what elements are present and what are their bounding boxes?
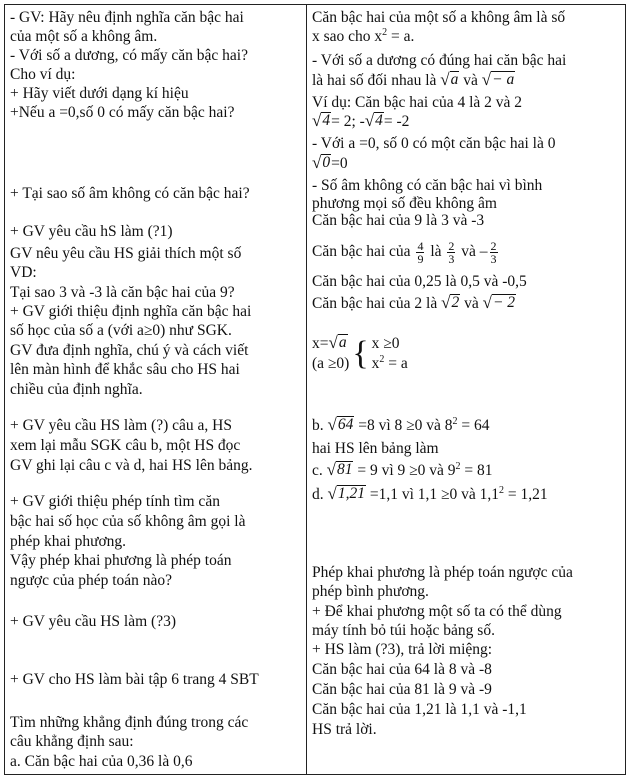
left-line: + GV yêu cầu HS làm (?3) xyxy=(10,613,176,630)
fraction: $\frac{2}{3}$ xyxy=(448,238,455,266)
left-line: của một số a không âm. xyxy=(10,28,158,45)
right-line: - Với số a dương có đúng hai căn bậc hai xyxy=(312,52,567,69)
sqrt-64: √ 64 xyxy=(327,415,354,434)
left-line: - GV: Hãy nêu định nghĩa căn bậc hai xyxy=(10,9,244,26)
sqrt-121: √ 1,21 xyxy=(327,484,365,503)
fraction: $\frac{4}{9}$ xyxy=(417,238,424,266)
definition-system xyxy=(312,334,408,374)
left-line: phép khai phương. xyxy=(10,533,127,550)
right-line: Căn bậc hai của 81 là 9 và -9 xyxy=(312,681,492,698)
brace: { xyxy=(352,335,369,372)
text: c. xyxy=(312,462,327,479)
left-line: Tìm những khẳng định đúng trong các xyxy=(10,714,249,731)
system-left: x= √ a (a ≥0) xyxy=(312,333,350,372)
left-line: câu khẳng định sau: xyxy=(10,733,134,750)
right-line: Căn bậc hai của 9 là 3 và -3 xyxy=(312,212,485,229)
text: =1,1 vì 1,1 ≥0 và 1,1 xyxy=(365,486,500,503)
right-line: + Để khai phương một số ta có thể dùng xyxy=(312,603,562,620)
left-line: số học của số a (với a≥0) như SGK. xyxy=(10,322,232,339)
left-line: GV đưa định nghĩa, chú ý và cách viết xyxy=(10,342,249,359)
left-line: + GV yêu cầu hS làm (?1) xyxy=(10,223,173,240)
left-line: GV ghi lại câu c và d, hai HS lên bảng. xyxy=(10,457,253,474)
right-line xyxy=(312,237,500,267)
right-line: c. √ 81 = 9 vì 9 ≥0 và $9^2 = 81$ xyxy=(312,460,493,479)
sqrt-2: √ 2 xyxy=(441,293,460,312)
text: = 1,21 xyxy=(504,486,548,503)
text: = 9 vì 9 ≥0 và 9 xyxy=(353,462,456,479)
text: x sao cho x xyxy=(312,28,383,45)
sqrt-81: √ 81 xyxy=(326,460,353,479)
text: =0 xyxy=(331,155,348,172)
right-line xyxy=(312,294,516,313)
text: và xyxy=(459,72,482,89)
left-line: +Nếu a =0,số 0 có mấy căn bậc hai? xyxy=(10,104,235,121)
text: Căn bậc hai của 2 là xyxy=(312,295,442,312)
right-line: d. √ 1,21 =1,1 vì 1,1 ≥0 và $1,1^2 = 1,21$ xyxy=(312,484,548,503)
text: = 2; - xyxy=(331,113,365,130)
right-line: - Với a =0, số 0 có một căn bậc hai là 0 xyxy=(312,135,556,152)
text: và xyxy=(460,295,483,312)
system-right: x ≥0 $x^2 = a$ xyxy=(371,335,408,372)
sqrt-4: √ 4 xyxy=(364,111,383,130)
text: và – xyxy=(457,243,488,260)
right-line: máy tính bỏ túi hoặc bảng số. xyxy=(312,622,495,639)
text: = 81 xyxy=(460,462,493,479)
sqrt-0: √ 0 xyxy=(312,153,331,172)
text: là hai số đối nhau là xyxy=(312,72,441,89)
right-line: phương mọi số đều không âm xyxy=(312,195,497,212)
right-line: phép bình phương. xyxy=(312,583,429,600)
right-line: Ví dụ: Căn bậc hai của 4 là 2 và 2 xyxy=(312,94,523,111)
sqrt-4: √ 4 xyxy=(312,111,331,130)
left-line: + GV cho HS làm bài tập 6 trang 4 SBT xyxy=(10,671,259,688)
right-line: b. √ 64 =8 vì 8 ≥0 và $8^2 = 64$ xyxy=(312,415,490,434)
right-line xyxy=(312,112,409,131)
right-line: Căn bậc hai của 0,25 là 0,5 và -0,5 xyxy=(312,273,527,290)
right-line: Căn bậc hai của 64 là 8 và -8 xyxy=(312,661,492,678)
left-line: - Với số a dương, có mấy căn bậc hai? xyxy=(10,47,248,64)
text: d. xyxy=(312,486,328,503)
left-line: ngược của phép toán nào? xyxy=(10,572,173,589)
right-line: HS trả lời. xyxy=(312,721,377,738)
left-line: + Tại sao số âm không có căn bậc hai? xyxy=(10,185,250,202)
text: là xyxy=(426,243,446,260)
right-line: Căn bậc hai của một số a không âm là số xyxy=(312,9,566,26)
right-line xyxy=(312,334,408,374)
left-line: + GV yêu cầu HS làm (?) câu a, HS xyxy=(10,417,232,434)
text: Căn bậc hai của xyxy=(312,243,415,260)
left-line: GV nêu yêu cầu HS giải thích một số xyxy=(10,245,242,262)
left-line: + GV giới thiệu định nghĩa căn bậc hai xyxy=(10,303,252,320)
left-line: Tại sao 3 và -3 là căn bậc hai của 9? xyxy=(10,284,235,301)
text: =8 vì 8 ≥0 và 8 xyxy=(354,417,453,434)
left-line: VD: xyxy=(10,264,37,281)
column-divider xyxy=(306,4,307,775)
left-line: lên màn hình để khắc sâu cho HS hai xyxy=(10,361,240,378)
right-line: Phép khai phương là phép toán ngược của xyxy=(312,564,573,581)
right-line xyxy=(312,27,414,46)
left-line: xem lại mẫu SGK câu b, một HS đọc xyxy=(10,437,241,454)
right-line xyxy=(312,154,348,173)
sqrt-neg-a: √ − a xyxy=(481,70,515,89)
right-line: + HS làm (?3), trả lời miệng: xyxy=(312,641,493,658)
left-line: a. Căn bậc hai của 0,36 là 0,6 xyxy=(10,753,193,770)
left-line: + GV giới thiệu phép tính tìm căn xyxy=(10,493,220,510)
left-line: + Hãy viết dưới dạng kí hiệu xyxy=(10,85,189,102)
superscript: 2 xyxy=(382,26,388,38)
left-line: Vậy phép khai phương là phép toán xyxy=(10,552,232,569)
text: b. xyxy=(312,417,328,434)
left-line: Cho ví dụ: xyxy=(10,66,76,83)
right-line: - Số âm không có căn bậc hai vì bình xyxy=(312,177,543,194)
left-line: chiều của định nghĩa. xyxy=(10,381,143,398)
text: = -2 xyxy=(383,113,410,130)
fraction: $\frac{2}{3}$ xyxy=(490,238,497,266)
right-line: Căn bậc hai của 1,21 là 1,1 và -1,1 xyxy=(312,701,527,718)
right-line: hai HS lên bảng làm xyxy=(312,440,439,457)
sqrt-neg-2: √ − 2 xyxy=(482,293,516,312)
right-line xyxy=(312,71,515,90)
left-line: bậc hai số học của số không âm gọi là xyxy=(10,513,246,530)
text: = 64 xyxy=(457,417,490,434)
sqrt-a: √ a xyxy=(328,333,347,352)
sqrt-a: √ a xyxy=(440,70,459,89)
text: = a. xyxy=(387,28,415,45)
